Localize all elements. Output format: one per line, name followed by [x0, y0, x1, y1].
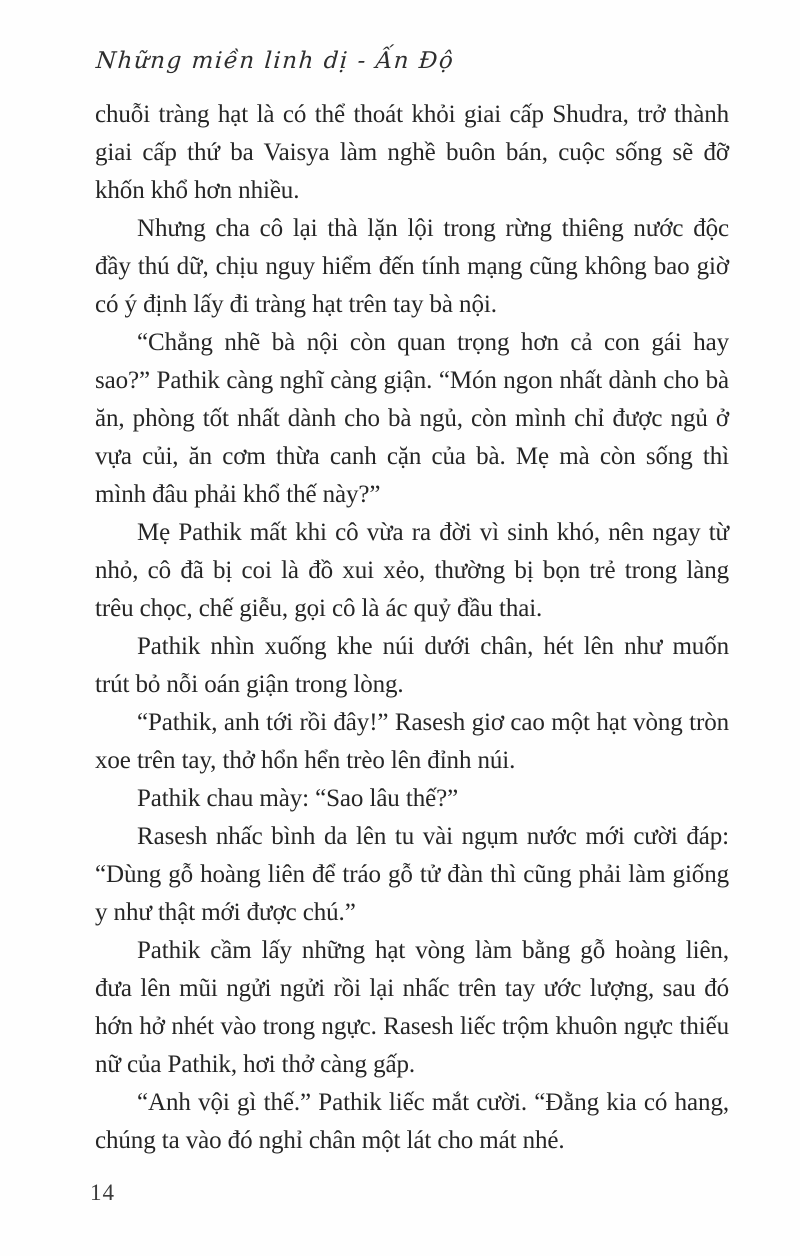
paragraph: Rasesh nhấc bình da lên tu vài ngụm nước mới cười đáp: “Dùng gỗ hoàng liên để tráo gỗ tử đàn thì cũng phải làm giống y như thật mới được chú.” [95, 823, 729, 926]
paragraph: chuỗi tràng hạt là có thể thoát khỏi giai cấp Shudra, trở thành giai cấp thứ ba Vaisya làm nghề buôn bán, cuộc sống sẽ đỡ khốn khổ hơn nhiều. [95, 101, 729, 204]
paragraph: Mẹ Pathik mất khi cô vừa ra đời vì sinh khó, nên ngay từ nhỏ, cô đã bị coi là đồ xui xẻo, thường bị bọn trẻ trong làng trêu chọc, chế giễu, gọi cô là ác quỷ đầu thai. [95, 519, 729, 622]
running-header: Những miền linh dị - Ấn Độ [95, 48, 456, 74]
paragraph: Pathik cầm lấy những hạt vòng làm bằng gỗ hoàng liên, đưa lên mũi ngửi ngửi rồi lại nhấc trên tay ước lượng, sau đó hớn hở nhét vào trong ngực. Rasesh liếc trộm khuôn ngực thiếu nữ của Pathik, hơi thở càng gấp. [95, 937, 729, 1078]
paragraph: “Chẳng nhẽ bà nội còn quan trọng hơn cả con gái hay sao?” Pathik càng nghĩ càng giận. “Món ngon nhất dành cho bà ăn, phòng tốt nhất dành cho bà ngủ, còn mình chỉ được ngủ ở vựa củi, ăn cơm thừa canh cặn của bà. Mẹ mà còn sống thì mình đâu phải khổ thế này?” [95, 329, 729, 508]
paragraph: Pathik nhìn xuống khe núi dưới chân, hét lên như muốn trút bỏ nỗi oán giận trong lòng. [95, 633, 729, 698]
paragraph: “Pathik, anh tới rồi đây!” Rasesh giơ cao một hạt vòng tròn xoe trên tay, thở hổn hển trèo lên đỉnh núi. [95, 709, 729, 774]
page-number: 14 [90, 1180, 115, 1205]
body-text [95, 96, 729, 1160]
paragraph: “Anh vội gì thế.” Pathik liếc mắt cười. “Đằng kia có hang, chúng ta vào đó nghỉ chân một lát cho mát nhé. [95, 1089, 729, 1154]
paragraph: Pathik chau mày: “Sao lâu thế?” [137, 785, 459, 812]
paragraph: Nhưng cha cô lại thà lặn lội trong rừng thiêng nước độc đầy thú dữ, chịu nguy hiểm đến tính mạng cũng không bao giờ có ý định lấy đi tràng hạt trên tay bà nội. [95, 215, 729, 318]
